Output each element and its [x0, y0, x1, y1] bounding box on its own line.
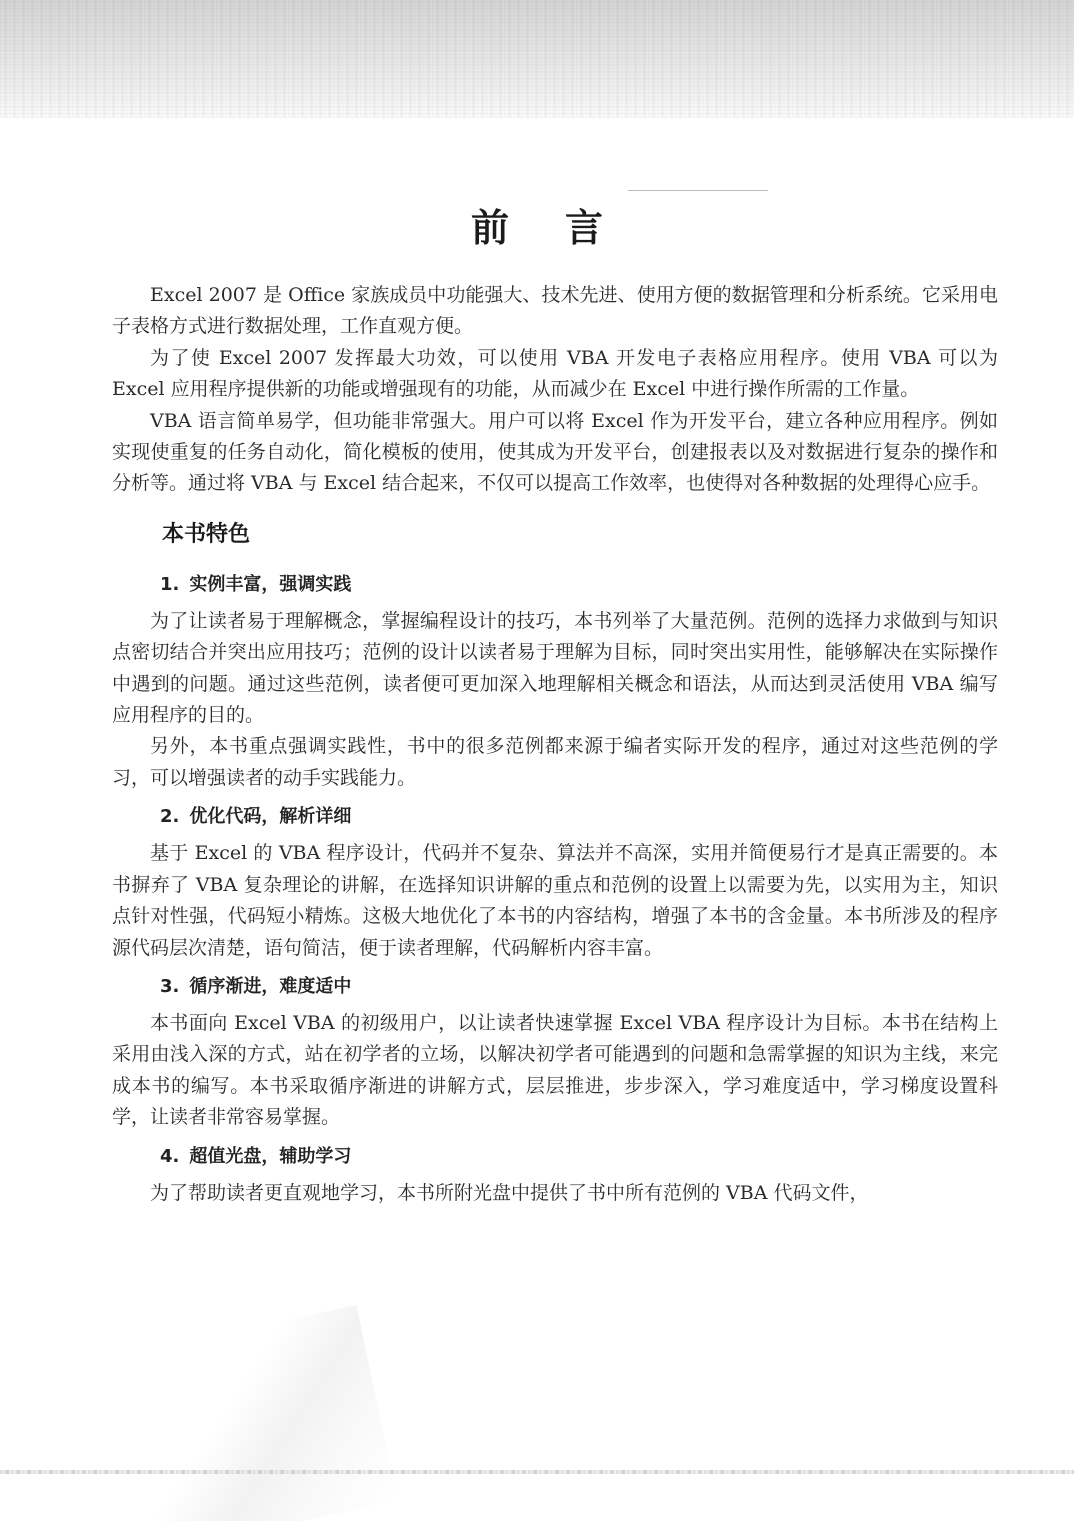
feature-heading-1 — [160, 572, 998, 598]
intro-paragraph-3: VBA 语言简单易学，但功能非常强大。用户可以将 Excel 作为开发平台，建立各种应用程序。例如实现使重复的任务自动化，简化模板的使用，使其成为开发平台，创建报表以及对数据进行复杂的操作和分析等。通过将 VBA 与 Excel 结合起来，不仅可以提高工作效率，也使得对各种数据的处理得心应手。 — [112, 409, 998, 495]
scan-bottom-edge — [0, 1470, 1074, 1474]
feature-title: 优化代码，解析详细 — [189, 806, 352, 828]
feature-number: 2. — [160, 806, 180, 828]
features-heading: 本书特色 — [162, 521, 251, 547]
feature-1-paragraph-1: 为了让读者易于理解概念，掌握编程设计的技巧，本书列举了大量范例。范例的选择力求做到与知识点密切结合并突出应用技巧；范例的设计以读者易于理解为目标，同时突出实用性，能够解决在实际操作中遇到的问题。通过这些范例，读者便可更加深入地理解相关概念和语法，从而达到灵活使用 VBA 编写应用程序的目的。 — [112, 609, 998, 727]
feature-title: 实例丰富，强调实践 — [189, 573, 352, 595]
page-title: 前言 — [470, 206, 659, 251]
scan-noise-band — [0, 0, 1074, 118]
feature-number: 4. — [160, 1145, 180, 1167]
body-text — [112, 280, 998, 1209]
feature-2-paragraph-1: 基于 Excel 的 VBA 程序设计，代码并不复杂、算法并不高深，实用并简便易行才是真正需要的。本书摒弃了 VBA 复杂理论的讲解，在选择知识讲解的重点和范例的设置上以需要为先，以实用为主，知识点针对性强，代码短小精炼。这极大地优化了本书的内容结构，增强了本书的含金量。本书所涉及的程序源代码层次清楚，语句简洁，便于读者理解，代码解析内容丰富。 — [112, 842, 998, 959]
intro-paragraph-1: Excel 2007 是 Office 家族成员中功能强大、技术先进、使用方便的数据管理和分析系统。它采用电子表格方式进行数据处理，工作直观方便。 — [112, 284, 998, 338]
feature-title: 循序渐进，难度适中 — [189, 975, 352, 997]
feature-number: 1. — [160, 573, 180, 595]
intro-paragraph-2: 为了使 Excel 2007 发挥最大功效，可以使用 VBA 开发电子表格应用程序。使用 VBA 可以为 Excel 应用程序提供新的功能或增强现有的功能，从而减少在 Excel 中进行操作所需的工作量。 — [112, 346, 998, 401]
feature-1-paragraph-2: 另外，本书重点强调实践性，书中的很多范例都来源于编者实际开发的程序，通过对这些范例的学习，可以增强读者的动手实践能力。 — [112, 735, 998, 789]
feature-heading-2 — [160, 804, 998, 830]
title-rule — [628, 190, 768, 191]
feature-3-paragraph-1: 本书面向 Excel VBA 的初级用户，以让读者快速掌握 Excel VBA 程序设计为目标。本书在结构上采用由浅入深的方式，站在初学者的立场，以解决初学者可能遇到的问题和急需掌握的知识为主线，来完成本书的编写。本书采取循序渐进的讲解方式，层层推进，步步深入，学习难度适中，学习梯度设置科学，让读者非常容易掌握。 — [112, 1011, 998, 1129]
feature-heading-3 — [160, 974, 998, 1000]
feature-4-paragraph-1: 为了帮助读者更直观地学习，本书所附光盘中提供了书中所有范例的 VBA 代码文件， — [150, 1181, 869, 1204]
feature-title: 超值光盘，辅助学习 — [189, 1145, 352, 1167]
scan-corner-shade — [102, 1305, 398, 1521]
feature-heading-4 — [160, 1144, 998, 1170]
feature-number: 3. — [160, 975, 180, 997]
